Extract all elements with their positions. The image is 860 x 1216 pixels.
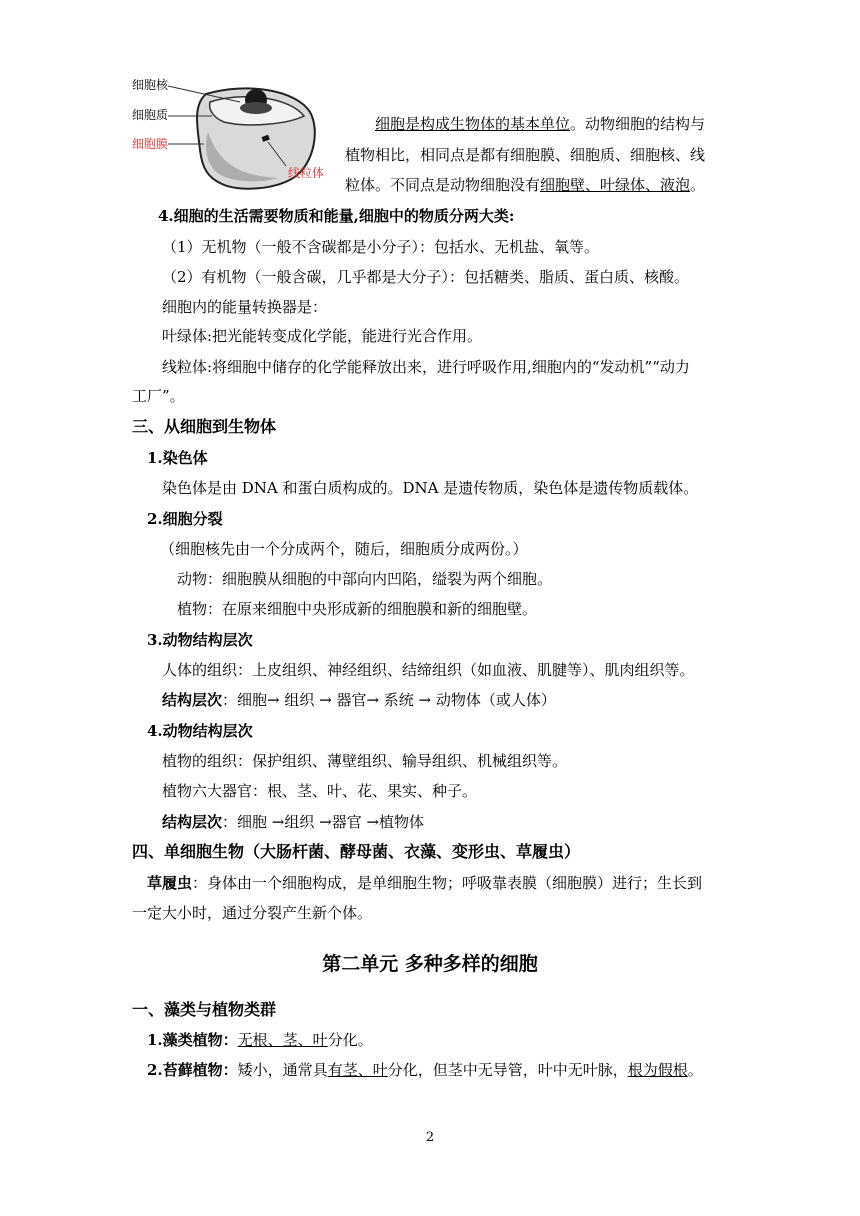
algae-underlined: 无根、茎、叶 [237,1031,328,1049]
intro-line-1 [375,114,705,134]
moss-text-1: 矮小，通常具 [237,1061,328,1079]
mitochondria-text-2: 工厂”。 [132,387,185,405]
label-membrane: 细胞膜 [132,137,169,151]
plant-levels-line [162,812,424,832]
moss-text-3: 。 [687,1061,703,1079]
animal-levels-line [162,690,556,710]
animal-cell-figure [128,72,326,194]
algae-label: 1.藻类植物： [147,1031,238,1049]
intro-line-3-start: 粒体。不同点是动物细胞没有 [345,176,541,194]
chloroplast-text: 叶绿体:把光能转变成化学能，能进行光合作用。 [162,327,483,345]
intro-underlined-2: 细胞壁、叶绿体、液泡 [540,176,691,194]
part3-heading: 三、从细胞到生物体 [132,417,277,436]
organic-text: （2）有机物（一般含碳，几乎都是大分子）：包括糖类、脂质、蛋白质、核酸。 [162,268,690,286]
section4-heading: 4.细胞的生活需要物质和能量,细胞中的物质分两大类: [158,207,515,225]
paramecium-text-1: ：身体由一个细胞构成，是单细胞生物；呼吸靠表膜（细胞膜）进行；生长到 [192,874,703,892]
paramecium-line-1 [147,873,702,893]
page-number: 2 [425,1130,435,1145]
algae-rest: 分化。 [327,1031,373,1049]
chromosome-text: 染色体是由 DNA 和蛋白质构成的。DNA 是遗传物质，染色体是遗传物质载体。 [162,479,699,497]
plant-levels-label: 结构层次 [162,813,223,831]
division-animal: 动物：细胞膜从细胞的中部向内凹陷，缢裂为两个细胞。 [177,570,553,588]
division-heading: 2.细胞分裂 [147,510,223,528]
plant-levels-text: ：细胞 →组织 →器官 →植物体 [222,813,425,831]
mitochondria-text-1: 线粒体:将细胞中储存的化学能释放出来，进行呼吸作用,细胞内的“发动机”“动力 [162,358,690,376]
unit2-heading: 一、藻类与植物类群 [132,1000,277,1019]
animal-tissues: 人体的组织：上皮组织、神经组织、结缔组织（如血液、肌腱等）、肌肉组织等。 [162,661,695,679]
intro-line-1-rest: 。动物细胞的结构与 [570,115,706,133]
moss-underlined-1: 有茎、叶 [327,1061,388,1079]
part4-heading: 四、单细胞生物（大肠杆菌、酵母菌、衣藻、变形虫、草履虫） [132,842,581,861]
algae-line [147,1030,373,1050]
plant-tissues: 植物的组织：保护组织、薄壁组织、输导组织、机械组织等。 [162,752,568,770]
plant-levels-heading: 4.动物结构层次 [147,722,253,740]
intro-line-3-end: 。 [690,176,706,194]
paramecium-label: 草履虫 [147,874,193,892]
animal-levels-heading: 3.动物结构层次 [147,631,253,649]
animal-levels-text: ：细胞→ 组织 → 器官→ 系统 → 动物体（或人体） [222,691,556,709]
inorganic-text: （1）无机物（一般不含碳都是小分子）：包括水、无机盐、氧等。 [162,238,600,256]
plant-organs: 植物六大器官：根、茎、叶、花、果实、种子。 [162,782,478,800]
unit2-title: 第二单元 多种多样的细胞 [322,953,538,975]
label-nucleus: 细胞核 [132,78,169,92]
animal-levels-label: 结构层次 [162,691,223,709]
energy-converter-title: 细胞内的能量转换器是： [162,298,328,316]
moss-underlined-2: 根为假根 [627,1061,688,1079]
label-mitochondria: 线粒体 [288,166,325,180]
moss-label: 2.苔藓植物： [147,1061,238,1079]
chromosome-heading: 1.染色体 [147,449,208,467]
moss-line [147,1060,703,1080]
intro-line-2: 植物相比，相同点是都有细胞膜、细胞质、细胞核、线 [345,146,706,164]
intro-line-3 [345,175,705,195]
intro-underlined-1: 细胞是构成生物体的基本单位 [375,115,571,133]
moss-text-2: 分化，但茎中无导管，叶中无叶脉， [387,1061,628,1079]
division-note: （细胞核先由一个分成两个，随后，细胞质分成两份。） [160,540,528,558]
division-plant: 植物：在原来细胞中央形成新的细胞膜和新的细胞壁。 [177,600,538,618]
paramecium-line-2: 一定大小时，通过分裂产生新个体。 [132,904,373,922]
label-cytoplasm: 细胞质 [132,108,169,122]
